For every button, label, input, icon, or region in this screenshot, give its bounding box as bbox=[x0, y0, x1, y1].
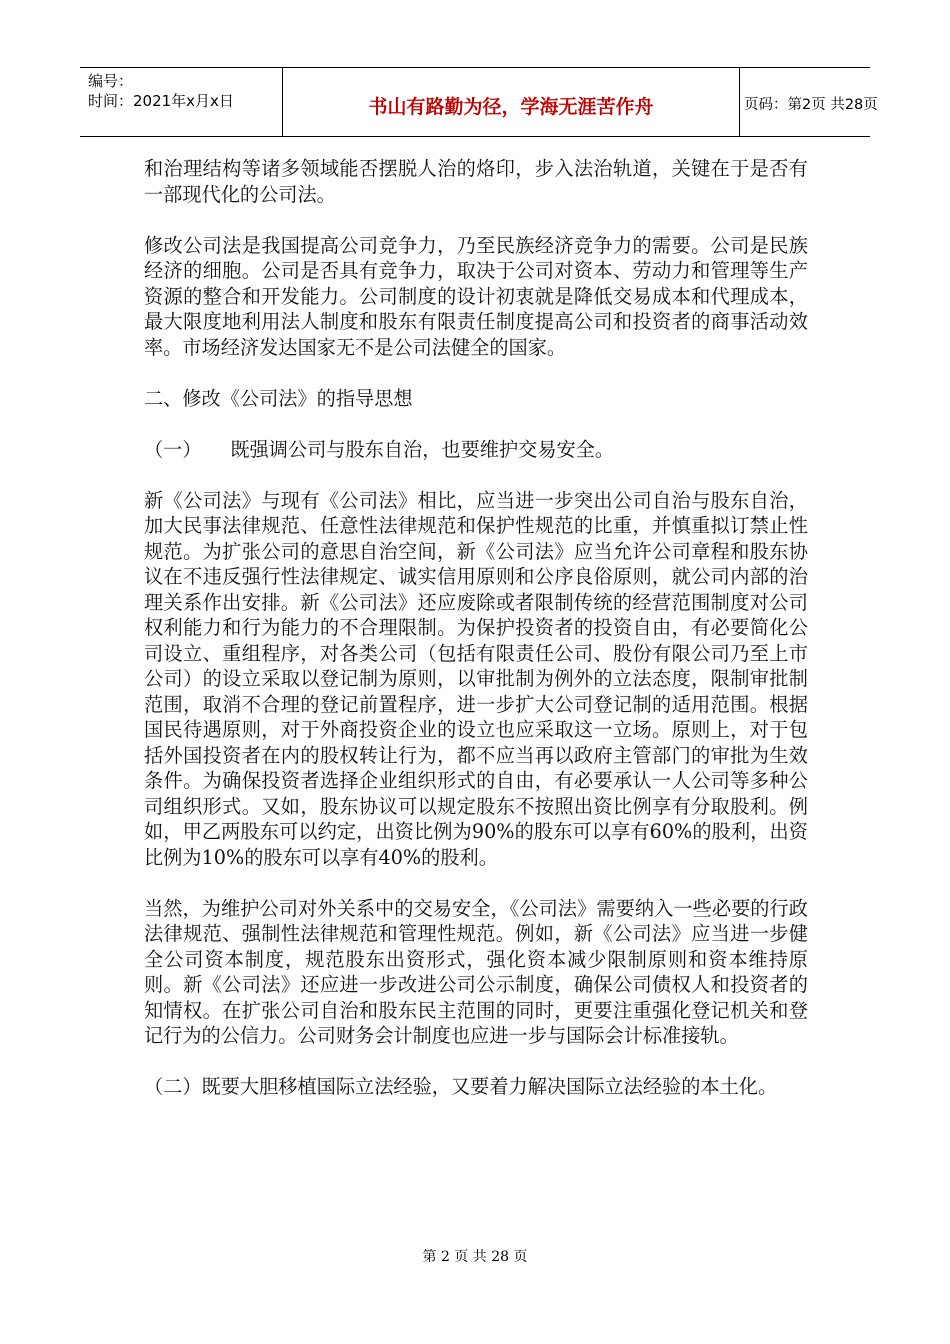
header-meta-cell bbox=[80, 68, 282, 136]
header-motto-cell bbox=[282, 68, 740, 136]
subsection-heading: （一） 既强调公司与股东自治，也要维护交易安全。 bbox=[144, 437, 615, 461]
document-time-label: 时间：2021年x月x日 bbox=[88, 92, 234, 110]
page-footer: 第 2 页 共 28 页 bbox=[422, 1249, 528, 1265]
header-motto: 书山有路勤为径，学海无涯苦作舟 bbox=[368, 96, 654, 118]
body-paragraph: 新《公司法》与现有《公司法》相比，应当进一步突出公司自治与股东自治，加大民事法律规范、任意性法律规范和保护性规范的比重，并慎重拟订禁止性规范。为扩张公司的意思自治空间，新《公司法》应当允许公司章程和股东协议在不违反强行性法律规定、诚实信用原则和公序良俗原则，就公司内部的治理关系作出安排。新《公司法》还应废除或者限制传统的经营范围制度对公司权利能力和行为能力的不合理限制。为保护投资者的投资自由，有必要简化公司设立、重组程序，对各类公司（包括有限责任公司、股份有限公司乃至上市公司）的设立采取以登记制为原则，以审批制为例外的立法态度，限制审批制范围，取消不合理的登记前置程序，进一步扩大公司登记制的适用范围。根据国民待遇原则，对于外商投资企业的设立也应采取这一立场。原则上，对于包括外国投资者在内的股权转让行为，都不应当再以政府主管部门的审批为生效条件。为确保投资者选择企业组织形式的自由，有必要承认一人公司等多种公司组织形式。又如，股东协议可以规定股东不按照出资比例享有分取股利。例如，甲乙两股东可以约定，出资比例为90%的股东可以享有60%的股利，出资比例为10%的股东可以享有40%的股利。 bbox=[144, 488, 808, 869]
body-paragraph: 当然，为维护公司对外关系中的交易安全，《公司法》需要纳入一些必要的行政法律规范、强制性法律规范和管理性规范。例如，新《公司法》应当进一步健全公司资本制度，规范股东出资形式，强化资本减少限制原则和资本维持原则。新《公司法》还应进一步改进公司公示制度，确保公司债权人和投资者的知情权。在扩张公司自治和股东民主范围的同时，更要注重强化登记机关和登记行为的公信力。公司财务会计制度也应进一步与国际会计标准接轨。 bbox=[144, 896, 808, 1047]
body-paragraph: 和治理结构等诸多领域能否摆脱人治的烙印，步入法治轨道，关键在于是否有一部现代化的公司法。 bbox=[144, 157, 808, 206]
document-header bbox=[80, 67, 878, 137]
document-number-label: 编号： bbox=[88, 72, 134, 90]
section-heading: 二、修改《公司法》的指导思想 bbox=[144, 386, 413, 410]
header-page-info: 页码：第2页 共28页 bbox=[744, 97, 878, 113]
document-body bbox=[144, 156, 808, 1125]
subsection-heading: （二）既要大胆移植国际立法经验，又要着力解决国际立法经验的本土化。 bbox=[144, 1075, 778, 1098]
body-paragraph: 修改公司法是我国提高公司竞争力，乃至民族经济竞争力的需要。公司是民族经济的细胞。公司是否具有竞争力，取决于公司对资本、劳动力和管理等生产资源的整合和开发能力。公司制度的设计初衷就是降低交易成本和代理成本，最大限度地利用法人制度和股东有限责任制度提高公司和投资者的商事活动效率。市场经济发达国家无不是公司法健全的国家。 bbox=[144, 233, 808, 359]
header-page-cell bbox=[740, 68, 878, 136]
